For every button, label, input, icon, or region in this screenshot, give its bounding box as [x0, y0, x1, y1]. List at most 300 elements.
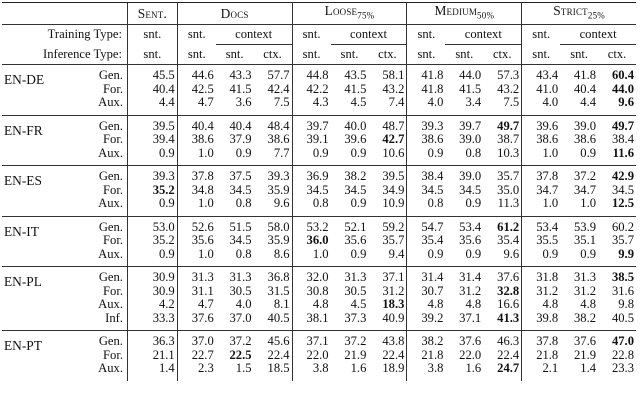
inf-ctx: ctx. [607, 46, 627, 61]
score-cell: 9.9 [618, 246, 634, 261]
score-cell: 0.8 [235, 196, 252, 211]
score-cell: 40.4 [177, 115, 216, 133]
score-cell: 0.8 [465, 145, 482, 160]
score-cell: 37.6 [445, 331, 483, 349]
score-cell: 34.5 [292, 184, 331, 198]
score-cell: 38.2 [573, 310, 597, 325]
score-cell: 39.5 [127, 115, 177, 133]
training-type-label: Training Type: [2, 25, 127, 45]
score-cell: 2.1 [522, 362, 561, 381]
score-cell: 1.0 [177, 147, 216, 166]
score-cell: 4.7 [177, 96, 216, 115]
setup-loose-header: Loose$_{75\%}$ [292, 3, 407, 25]
score-cell: 39.5 [368, 166, 407, 184]
score-cell: 37.1 [368, 267, 407, 285]
score-cell: 0.9 [235, 145, 252, 160]
score-cell: 21.1 [127, 349, 177, 363]
score-cell: 24.7 [497, 361, 520, 376]
score-cell: 37.9 [229, 132, 252, 147]
score-cell: 31.8 [522, 267, 561, 285]
metric-label: For. [103, 347, 123, 362]
score-cell: 35.9 [267, 233, 290, 248]
results-table [2, 2, 636, 381]
score-cell: 58.0 [254, 216, 293, 234]
score-cell: 37.2 [560, 166, 598, 184]
score-cell: 4.8 [292, 298, 331, 312]
metric-label: Aux. [98, 297, 123, 312]
score-cell: 1.0 [292, 248, 331, 267]
score-cell: 12.5 [611, 196, 634, 211]
setup-header-row [2, 3, 636, 25]
score-cell: 22.0 [292, 349, 331, 363]
score-cell: 18.3 [382, 297, 405, 312]
score-cell: 38.6 [407, 133, 446, 147]
score-cell: 41.5 [344, 81, 367, 96]
score-cell: 0.9 [350, 145, 367, 160]
metric-label: Aux. [98, 361, 123, 376]
score-cell: 4.0 [235, 297, 252, 312]
score-cell: 45.6 [254, 331, 293, 349]
score-cell: 35.1 [573, 233, 597, 248]
score-cell: 41.3 [497, 310, 520, 325]
score-cell: 57.7 [254, 65, 293, 83]
score-cell: 35.4 [497, 233, 520, 248]
language-pair-label: EN-DE [2, 65, 75, 116]
score-cell: 22.8 [611, 347, 634, 362]
score-cell: 52.1 [331, 216, 369, 234]
score-cell: 37.1 [292, 331, 331, 349]
score-cell: 58.1 [368, 65, 407, 83]
score-cell: 42.5 [177, 83, 216, 97]
score-cell: 38.4 [611, 132, 634, 147]
metric-label: Gen. [75, 65, 127, 83]
score-cell: 9.6 [618, 95, 634, 110]
train-context-medium: context [445, 25, 521, 45]
score-cell: 30.5 [344, 283, 367, 298]
metric-label: Aux. [98, 246, 123, 261]
score-cell: 0.9 [407, 147, 446, 166]
metric-label: Gen. [75, 216, 127, 234]
metric-label: Aux. [98, 196, 123, 211]
language-pair-label: EN-FR [2, 115, 75, 166]
train-snt-docs: snt. [177, 25, 216, 45]
score-cell: 38.4 [407, 166, 446, 184]
score-cell: 0.9 [350, 246, 367, 261]
score-cell: 11.6 [612, 145, 634, 160]
score-cell: 31.2 [459, 283, 482, 298]
score-cell: 59.2 [368, 216, 407, 234]
score-cell: 31.6 [611, 283, 634, 298]
score-cell: 35.7 [611, 233, 634, 248]
score-cell: 35.2 [127, 184, 177, 198]
score-cell: 3.6 [235, 95, 252, 110]
language-pair-label: EN-PT [2, 331, 75, 381]
score-cell: 0.9 [580, 145, 597, 160]
score-cell: 34.5 [407, 184, 446, 198]
score-cell: 41.8 [407, 83, 446, 97]
score-cell: 38.6 [177, 133, 216, 147]
score-cell: 43.8 [368, 331, 407, 349]
score-cell: 35.2 [127, 234, 177, 248]
score-cell: 34.5 [229, 233, 252, 248]
score-cell: 39.0 [445, 166, 483, 184]
inf-snt: snt. [455, 46, 474, 61]
score-cell: 46.3 [483, 331, 522, 349]
score-cell: 0.8 [292, 197, 331, 216]
score-cell: 34.7 [573, 182, 597, 197]
score-cell: 37.2 [331, 331, 369, 349]
score-cell: 21.8 [407, 349, 446, 363]
train-snt-medium: snt. [407, 25, 446, 45]
corner-cell [2, 3, 75, 25]
score-cell: 35.7 [483, 166, 522, 184]
metric-label: For. [103, 182, 123, 197]
score-cell: 41.8 [407, 65, 446, 83]
score-cell: 10.9 [382, 196, 405, 211]
score-cell: 3.8 [292, 362, 331, 381]
score-cell: 4.8 [580, 297, 597, 312]
score-cell: 37.3 [344, 310, 367, 325]
score-cell: 1.5 [235, 361, 252, 376]
score-cell: 0.9 [350, 196, 367, 211]
language-pair-label: EN-PL [2, 267, 75, 331]
score-cell: 37.6 [560, 331, 598, 349]
score-cell: 1.0 [177, 248, 216, 267]
table-row [2, 115, 636, 133]
score-cell: 0.9 [522, 248, 561, 267]
score-cell: 30.8 [292, 285, 331, 299]
table-row [2, 96, 636, 115]
language-pair-label: EN-ES [2, 166, 75, 217]
score-cell: 0.9 [127, 147, 177, 166]
score-cell: 37.0 [229, 310, 252, 325]
inf-snt: snt. [292, 45, 331, 65]
score-cell: 37.1 [459, 310, 482, 325]
score-cell: 44.0 [611, 81, 634, 96]
score-cell: 4.7 [177, 298, 216, 312]
score-cell: 0.9 [580, 246, 597, 261]
score-cell: 35.6 [177, 234, 216, 248]
score-cell: 33.3 [127, 312, 177, 331]
score-cell: 31.4 [407, 267, 446, 285]
score-cell: 40.4 [573, 81, 597, 96]
inf-snt: snt. [177, 45, 216, 65]
score-cell: 30.9 [127, 267, 177, 285]
score-cell: 41.5 [459, 81, 482, 96]
score-cell: 37.6 [483, 267, 522, 285]
score-cell: 43.5 [331, 65, 369, 83]
score-cell: 35.4 [407, 234, 446, 248]
score-cell: 31.2 [573, 283, 597, 298]
score-cell: 42.4 [267, 81, 290, 96]
score-cell: 43.3 [216, 65, 254, 83]
score-cell: 60.2 [598, 216, 636, 234]
score-cell: 4.2 [127, 298, 177, 312]
setup-strict-header: Strict$_{25\%}$ [522, 3, 636, 25]
score-cell: 10.6 [382, 145, 405, 160]
table-row [2, 285, 636, 299]
score-cell: 37.8 [177, 166, 216, 184]
score-cell: 38.6 [522, 133, 561, 147]
score-cell: 41.8 [560, 65, 598, 83]
score-cell: 43.2 [382, 81, 405, 96]
score-cell: 40.0 [331, 115, 369, 133]
score-cell: 35.9 [267, 182, 290, 197]
train-snt-loose: snt. [292, 25, 331, 45]
score-cell: 4.4 [127, 96, 177, 115]
train-context-loose: context [331, 25, 407, 45]
score-cell: 1.4 [127, 362, 177, 381]
train-context-strict: context [560, 25, 636, 45]
table-row [2, 65, 636, 83]
score-cell: 31.3 [177, 267, 216, 285]
table-row [2, 166, 636, 184]
score-cell: 54.7 [407, 216, 446, 234]
metric-label: Gen. [75, 166, 127, 184]
score-cell: 38.2 [331, 166, 369, 184]
score-cell: 18.5 [267, 361, 290, 376]
training-type-row [2, 25, 636, 45]
score-cell: 34.5 [344, 182, 367, 197]
score-cell: 7.7 [273, 145, 290, 160]
score-cell: 2.3 [177, 362, 216, 381]
score-cell: 7.5 [503, 95, 520, 110]
score-cell: 21.9 [344, 347, 367, 362]
score-cell: 42.7 [382, 132, 405, 147]
score-cell: 36.0 [292, 234, 331, 248]
inf-snt: snt. [570, 46, 589, 61]
score-cell: 4.4 [580, 95, 597, 110]
score-cell: 0.9 [127, 248, 177, 267]
score-cell: 4.8 [522, 298, 561, 312]
setup-sent-header: Sent. [127, 3, 177, 25]
score-cell: 53.9 [560, 216, 598, 234]
score-cell: 32.0 [292, 267, 331, 285]
table-row [2, 312, 636, 331]
score-cell: 0.9 [292, 147, 331, 166]
train-context-docs: context [216, 25, 292, 45]
table-row [2, 197, 636, 216]
score-cell: 1.0 [522, 197, 561, 216]
score-cell: 21.9 [573, 347, 597, 362]
score-cell: 39.1 [292, 133, 331, 147]
score-cell: 35.7 [382, 233, 405, 248]
score-cell: 1.0 [580, 196, 597, 211]
metric-label: Inf. [105, 310, 123, 325]
score-cell: 49.7 [598, 115, 636, 133]
score-cell: 30.5 [229, 283, 252, 298]
score-cell: 39.7 [445, 115, 483, 133]
score-cell: 11.3 [497, 196, 520, 211]
score-cell: 41.0 [522, 83, 561, 97]
score-cell: 39.2 [407, 312, 446, 331]
score-cell: 38.1 [292, 312, 331, 331]
score-cell: 52.6 [177, 216, 216, 234]
score-cell: 37.0 [177, 331, 216, 349]
score-cell: 1.6 [350, 361, 367, 376]
score-cell: 34.7 [522, 184, 561, 198]
score-cell: 53.4 [522, 216, 561, 234]
score-cell: 39.3 [407, 115, 446, 133]
score-cell: 4.8 [465, 297, 482, 312]
inf-snt: snt. [225, 46, 244, 61]
score-cell: 4.8 [407, 298, 446, 312]
score-cell: 38.6 [573, 132, 597, 147]
table-row [2, 83, 636, 97]
table-row [2, 147, 636, 166]
score-cell: 48.4 [254, 115, 293, 133]
score-cell: 35.5 [522, 234, 561, 248]
score-cell: 0.9 [127, 197, 177, 216]
score-cell: 35.6 [344, 233, 367, 248]
setup-medium-header: Medium$_{50\%}$ [407, 3, 522, 25]
score-cell: 1.0 [177, 197, 216, 216]
score-cell: 18.9 [382, 361, 405, 376]
score-cell: 34.8 [177, 184, 216, 198]
score-cell: 43.4 [522, 65, 561, 83]
score-cell: 22.4 [382, 347, 405, 362]
inference-type-label: Inference Type: [43, 46, 122, 61]
score-cell: 1.4 [580, 361, 597, 376]
score-cell: 38.5 [598, 267, 636, 285]
score-cell: 0.9 [465, 246, 482, 261]
metric-label: For. [103, 283, 123, 298]
score-cell: 60.4 [598, 65, 636, 83]
score-cell: 37.5 [216, 166, 254, 184]
score-cell: 22.0 [459, 347, 482, 362]
score-cell: 40.9 [382, 310, 405, 325]
metric-label: For. [103, 132, 123, 147]
score-cell: 37.8 [522, 331, 561, 349]
table-row [2, 184, 636, 198]
score-cell: 35.0 [497, 182, 520, 197]
score-cell: 0.8 [235, 246, 252, 261]
score-cell: 0.8 [407, 197, 446, 216]
metric-label: For. [103, 233, 123, 248]
score-cell: 53.2 [292, 216, 331, 234]
score-cell: 31.1 [177, 285, 216, 299]
score-cell: 0.9 [465, 196, 482, 211]
score-cell: 48.7 [368, 115, 407, 133]
inference-type-row [2, 45, 636, 65]
table-row [2, 331, 636, 349]
metric-label: Aux. [98, 145, 123, 160]
score-cell: 3.8 [407, 362, 446, 381]
score-cell: 32.8 [497, 283, 520, 298]
score-cell: 9.6 [273, 196, 290, 211]
score-cell: 22.7 [177, 349, 216, 363]
train-snt-sent: snt. [127, 25, 177, 45]
score-cell: 40.4 [127, 83, 177, 97]
score-cell: 39.3 [254, 166, 293, 184]
table-row [2, 234, 636, 248]
score-cell: 39.7 [292, 115, 331, 133]
score-cell: 39.6 [522, 115, 561, 133]
score-cell: 36.8 [254, 267, 293, 285]
score-cell: 34.5 [611, 182, 634, 197]
metric-label: Gen. [75, 267, 127, 285]
score-cell: 31.2 [522, 285, 561, 299]
score-cell: 1.6 [465, 361, 482, 376]
score-cell: 31.3 [560, 267, 598, 285]
score-cell: 40.5 [611, 310, 634, 325]
score-cell: 9.6 [503, 246, 520, 261]
score-cell: 1.0 [522, 147, 561, 166]
table-row [2, 349, 636, 363]
score-cell: 43.2 [497, 81, 520, 96]
score-cell: 57.3 [483, 65, 522, 83]
score-cell: 39.4 [127, 133, 177, 147]
score-cell: 4.5 [350, 297, 367, 312]
table-row [2, 248, 636, 267]
score-cell: 31.2 [382, 283, 405, 298]
table-row [2, 133, 636, 147]
table-row [2, 362, 636, 381]
score-cell: 42.9 [598, 166, 636, 184]
score-cell: 4.0 [407, 96, 446, 115]
table-row [2, 216, 636, 234]
score-cell: 44.6 [177, 65, 216, 83]
score-cell: 31.3 [331, 267, 369, 285]
score-cell: 39.8 [522, 312, 561, 331]
score-cell: 34.5 [229, 182, 252, 197]
score-cell: 39.6 [344, 132, 367, 147]
score-cell: 31.5 [267, 283, 290, 298]
score-cell: 31.3 [216, 267, 254, 285]
score-cell: 8.1 [273, 297, 290, 312]
score-cell: 53.0 [127, 216, 177, 234]
train-snt-strict: snt. [522, 25, 561, 45]
score-cell: 49.7 [483, 115, 522, 133]
inf-snt: snt. [340, 46, 359, 61]
score-cell: 38.6 [267, 132, 290, 147]
metric-label: Aux. [98, 95, 123, 110]
score-cell: 21.8 [522, 349, 561, 363]
inf-ctx: ctx. [263, 46, 282, 61]
score-cell: 39.3 [127, 166, 177, 184]
inf-snt: snt. [127, 45, 177, 65]
inf-ctx: ctx. [378, 46, 397, 61]
score-cell: 53.4 [445, 216, 483, 234]
score-cell: 44.8 [292, 65, 331, 83]
score-cell: 38.2 [407, 331, 446, 349]
score-cell: 16.6 [497, 297, 520, 312]
score-cell: 47.0 [598, 331, 636, 349]
score-cell: 22.5 [229, 347, 252, 362]
score-cell: 22.4 [267, 347, 290, 362]
score-cell: 36.9 [292, 166, 331, 184]
score-cell: 0.9 [407, 248, 446, 267]
score-cell: 36.3 [127, 331, 177, 349]
score-cell: 4.0 [522, 96, 561, 115]
score-cell: 35.6 [459, 233, 482, 248]
score-cell: 7.4 [388, 95, 405, 110]
score-cell: 34.9 [382, 182, 405, 197]
metric-label: For. [103, 81, 123, 96]
score-cell: 30.9 [127, 285, 177, 299]
score-cell: 30.7 [407, 285, 446, 299]
score-cell: 4.3 [292, 96, 331, 115]
language-pair-label: EN-IT [2, 216, 75, 267]
score-cell: 7.5 [273, 95, 290, 110]
score-cell: 41.5 [229, 81, 252, 96]
setup-docs-header: Docs [177, 3, 292, 25]
score-cell: 10.3 [497, 145, 520, 160]
score-cell: 3.4 [465, 95, 482, 110]
score-cell: 8.6 [273, 246, 290, 261]
score-cell: 39.0 [459, 132, 482, 147]
score-cell: 31.4 [445, 267, 483, 285]
